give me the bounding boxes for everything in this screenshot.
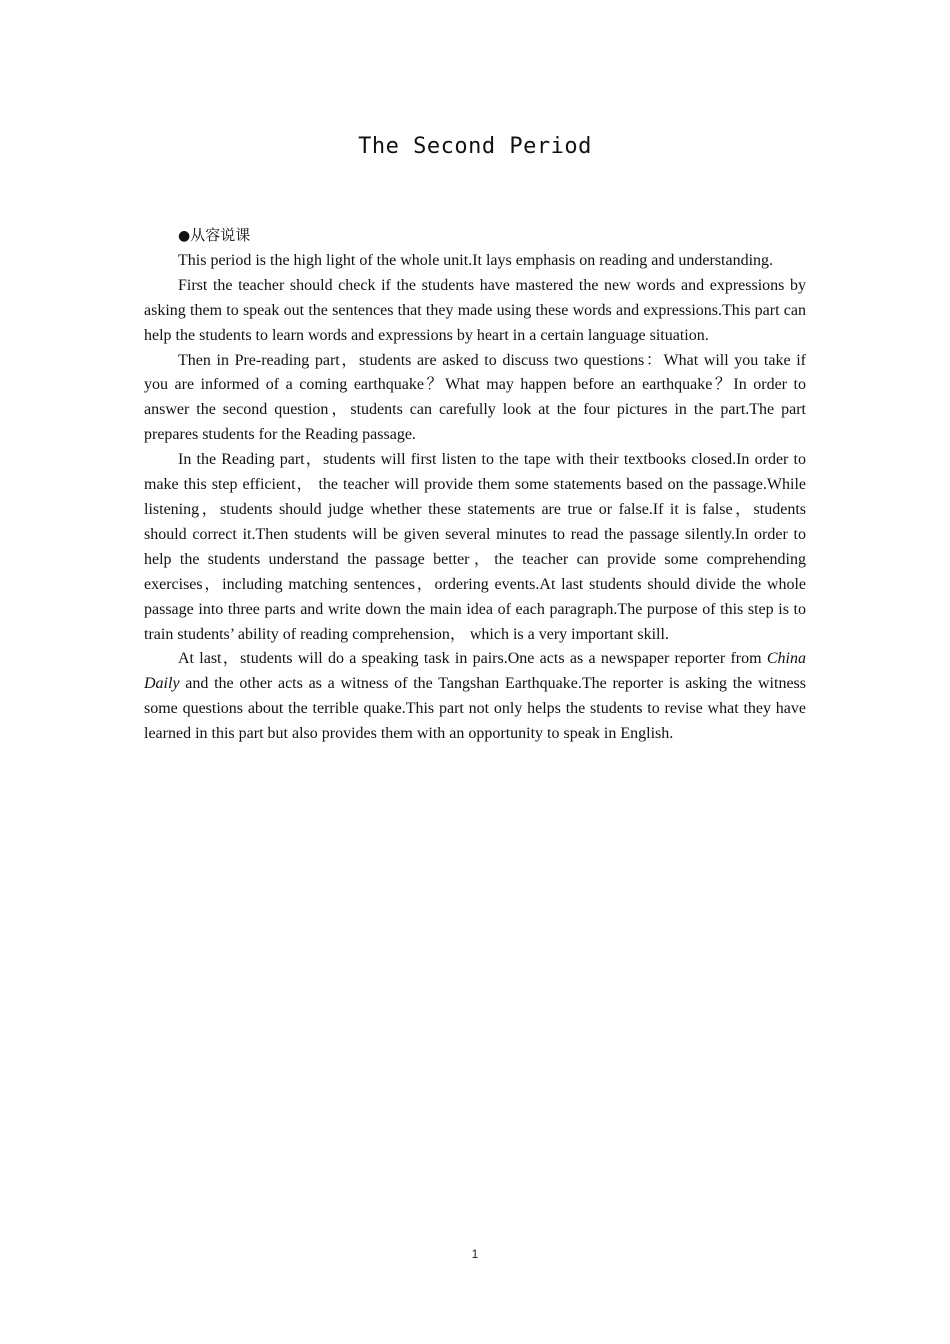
paragraph-5 [144,647,806,747]
paragraph-4: In the Reading part，students will first listen to the tape with their textbooks closed.In order to make this step efficient， the teacher will provide them some statements based on the passage.While listening，students should judge whether these statements are true or false.If it is false，students should correct it.Then students will be given several minutes to read the passage silently.In order to help the students understand the passage better，the teacher can provide some comprehending exercises，including matching sentences，ordering events.At last students should divide the whole passage into three parts and write down the main idea of each paragraph.The purpose of this step is to train students’ ability of reading comprehension， which is a very important skill. [144,451,806,643]
paragraph-2: First the teacher should check if the students have mastered the new words and expressions by asking them to speak out the sentences that they made using these words and expressions.This part can help the students to learn words and expressions by heart in a certain language situation. [144,276,806,344]
section-heading [144,223,806,249]
paragraph-5-end: and the other acts as a witness of the Tangshan Earthquake.The reporter is asking the witness some questions about the terrible quake.This part not only helps the students to revise what they have learned in this part but also provides them with an opportunity to speak in English. [144,675,806,743]
section-heading-text: 从容说课 [190,226,251,244]
page-number: 1 [471,1247,479,1261]
paragraph-1: This period is the high light of the whole unit.It lays emphasis on reading and understanding. [178,251,774,269]
document-body [144,223,806,747]
bullet-icon: ● [178,228,191,244]
newspaper-name: China Daily [144,650,806,693]
page-title: The Second Period [358,134,592,159]
paragraph-3: Then in Pre-reading part，students are asked to discuss two questions：What will you take if you are informed of a coming earthquake？What may happen before an earthquake？In order to answer the second question，students can carefully look at the four pictures in the part.The part prepares students for the Reading passage. [144,351,806,444]
paragraph-5-start: At last，students will do a speaking task in pairs.One acts as a newspaper reporter from [178,650,767,668]
